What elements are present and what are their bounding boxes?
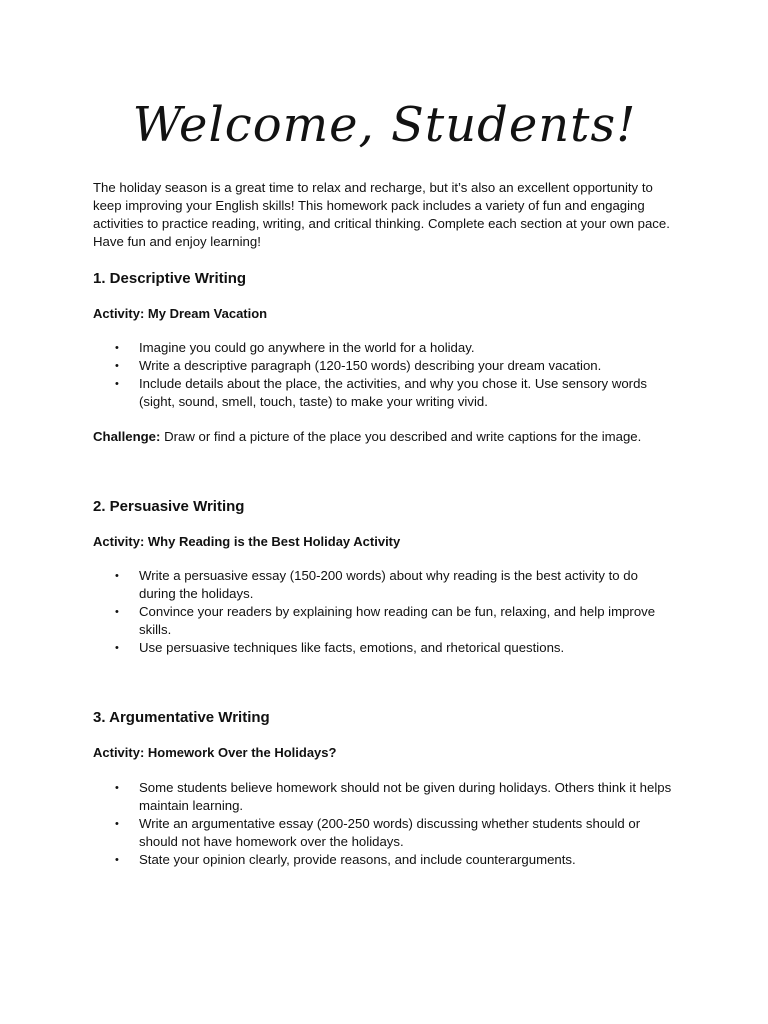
list-item-text: Include details about the place, the activities, and why you chose it. Use sensory words (sight, sound, smell, touch, taste) to make your writing vivid. <box>139 376 647 409</box>
section-heading: 1. Descriptive Writing <box>93 270 247 287</box>
list-item <box>93 375 676 411</box>
challenge-label: Challenge: <box>93 429 161 444</box>
list-item-text: State your opinion clearly, provide reasons, and include counterarguments. <box>139 852 576 867</box>
challenge-text: Draw or find a picture of the place you described and write captions for the image. <box>164 429 642 444</box>
list-item-text: Write a persuasive essay (150-200 words) about why reading is the best activity to do during the holidays. <box>139 568 638 601</box>
activity-title: Activity: Why Reading is the Best Holiday Activity <box>93 534 401 549</box>
bullet-list <box>93 779 676 869</box>
intro-paragraph: The holiday season is a great time to relax and recharge, but it’s also an excellent opportunity to keep improving your English skills! This homework pack includes a variety of fun and engaging activities to practice reading, writing, and critical thinking. Complete each section at your own pace. Have fun and enjoy learning! <box>93 180 670 249</box>
section-descriptive-writing <box>93 269 676 446</box>
bullet-list <box>93 339 676 411</box>
activity-title: Activity: My Dream Vacation <box>93 306 268 321</box>
list-item-text: Some students believe homework should not be given during holidays. Others think it helps maintain learning. <box>139 780 672 813</box>
list-item <box>93 357 676 375</box>
section-persuasive-writing <box>93 497 676 657</box>
challenge-paragraph <box>93 428 676 446</box>
list-item-text: Write a descriptive paragraph (120-150 words) describing your dream vacation. <box>139 358 602 373</box>
list-item-text: Imagine you could go anywhere in the world for a holiday. <box>139 340 475 355</box>
list-item <box>93 815 676 851</box>
bullet-icon: • <box>115 818 119 830</box>
list-item <box>93 567 676 603</box>
bullet-icon: • <box>115 606 119 618</box>
list-item <box>93 603 676 639</box>
bullet-icon: • <box>115 378 119 390</box>
section-heading: 3. Argumentative Writing <box>93 709 270 726</box>
bullet-icon: • <box>115 342 119 354</box>
page-title: Welcome, Students! <box>132 97 637 153</box>
bullet-icon: • <box>115 360 119 372</box>
bullet-list <box>93 567 676 657</box>
section-heading: 2. Persuasive Writing <box>93 498 245 515</box>
list-item-text: Use persuasive techniques like facts, emotions, and rhetorical questions. <box>139 640 565 655</box>
activity-title: Activity: Homework Over the Holidays? <box>93 745 337 760</box>
bullet-icon: • <box>115 854 119 866</box>
bullet-icon: • <box>115 782 119 794</box>
list-item-text: Convince your readers by explaining how reading can be fun, relaxing, and help improve skills. <box>139 604 656 637</box>
list-item <box>93 639 676 657</box>
list-item-text: Write an argumentative essay (200-250 words) discussing whether students should or should not have homework over the holidays. <box>139 816 641 849</box>
list-item <box>93 339 676 357</box>
list-item <box>93 779 676 815</box>
list-item <box>93 851 676 869</box>
bullet-icon: • <box>115 642 119 654</box>
section-argumentative-writing <box>93 708 676 869</box>
bullet-icon: • <box>115 570 119 582</box>
